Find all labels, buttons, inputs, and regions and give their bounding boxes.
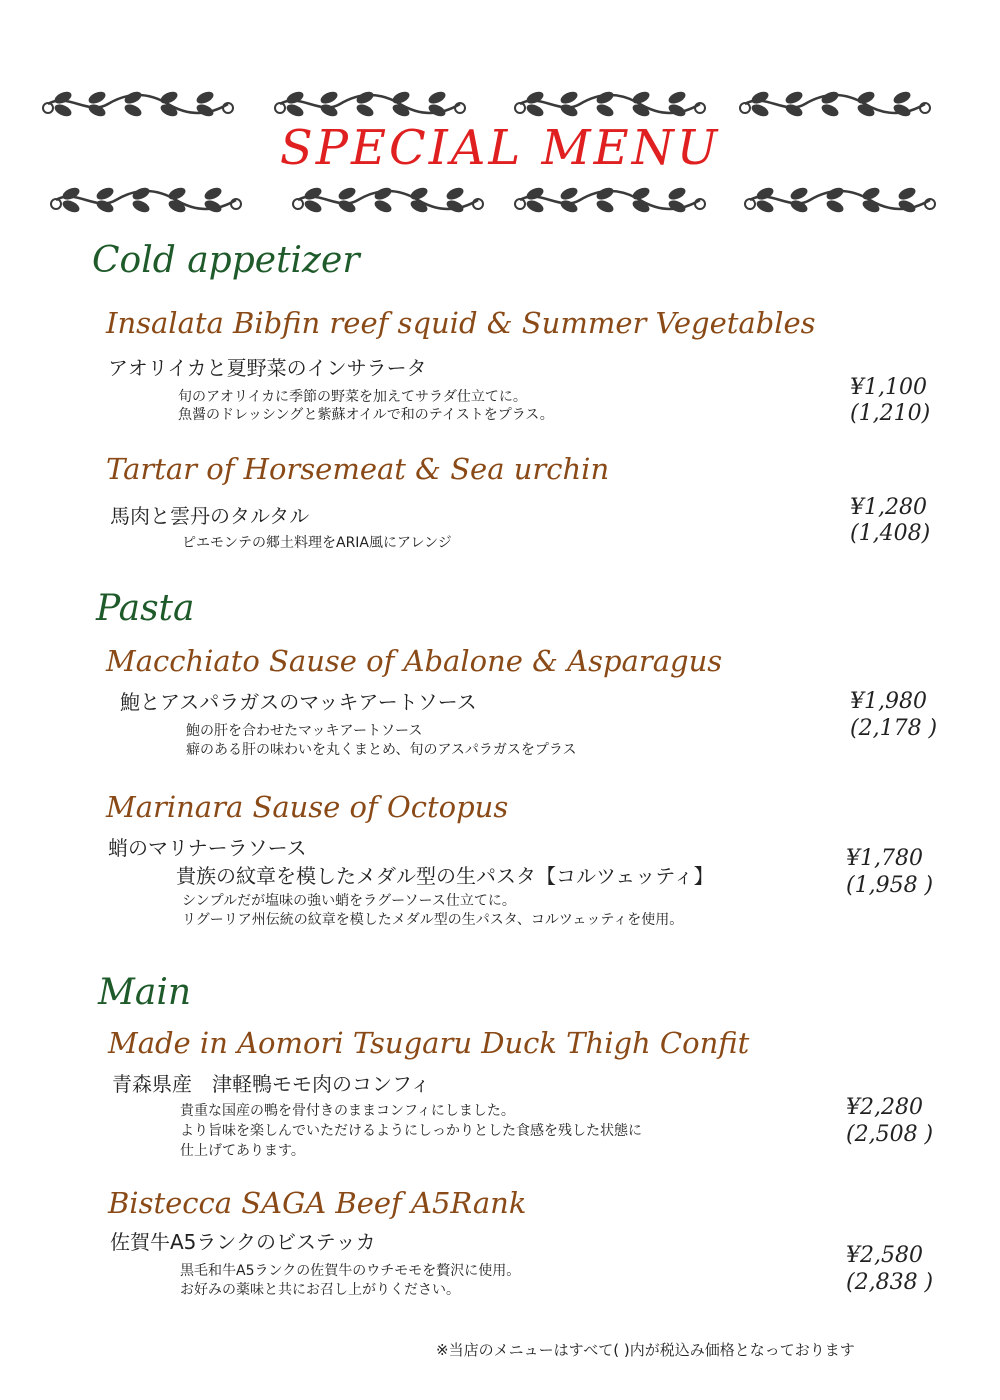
dish-name-jp: 青森県産 津軽鴨モモ肉のコンフィ bbox=[112, 1072, 431, 1096]
section-pasta: Pasta bbox=[96, 588, 195, 629]
dish-name-jp-sub: 貴族の紋章を模したメダル型の生パスタ【コルツェッティ】 bbox=[176, 864, 714, 888]
dish-price: ¥1,280 bbox=[850, 495, 927, 520]
menu-title: SPECIAL MENU bbox=[279, 120, 721, 176]
dish-price: ¥1,100 bbox=[850, 375, 927, 400]
dish-description: リグーリア州伝統の紋章を模したメダル型の生パスタ、コルツェッティを使用。 bbox=[182, 912, 684, 928]
dish-price: ¥2,280 bbox=[846, 1095, 923, 1120]
dish-description: シンプルだが塩味の強い蛸をラグーソース仕立てに。 bbox=[182, 893, 516, 909]
dish-price: ¥1,980 bbox=[850, 689, 927, 714]
dish-description: ピエモンテの郷土料理をARIA風にアレンジ bbox=[182, 535, 452, 551]
section-main: Main bbox=[98, 972, 192, 1013]
dish-description: 黒毛和牛A5ランクの佐賀牛のウチモモを贅沢に使用。 bbox=[180, 1263, 521, 1279]
dish-name-jp: 蛸のマリナーラソース bbox=[108, 836, 307, 860]
dish-description: より旨味を楽しんでいただけるようにしっかりとした食感を残した状態に bbox=[180, 1123, 642, 1139]
dish-name-en: Marinara Sause of Octopus bbox=[106, 790, 509, 824]
dish-name-jp: 佐賀牛A5ランクのビステッカ bbox=[110, 1230, 376, 1254]
dish-price-tax: (1,210) bbox=[850, 401, 931, 426]
dish-description: お好みの薬味と共にお召し上がりください。 bbox=[180, 1282, 460, 1298]
dish-name-en: Insalata Bibfin reef squid & Summer Vegetables bbox=[106, 306, 816, 340]
dish-price-tax: (2,508 ) bbox=[846, 1122, 934, 1147]
dish-name-jp: アオリイカと夏野菜のインサラータ bbox=[108, 356, 427, 380]
dish-description: 魚醤のドレッシングと紫蘇オイルで和のテイストをプラス。 bbox=[178, 407, 554, 423]
dish-name-en: Tartar of Horsemeat & Sea urchin bbox=[106, 452, 610, 486]
dish-price: ¥2,580 bbox=[846, 1243, 923, 1268]
dish-name-jp: 鮑とアスパラガスのマッキアートソース bbox=[120, 690, 477, 714]
dish-price-tax: (1,408) bbox=[850, 521, 931, 546]
dish-description: 仕上げてあります。 bbox=[180, 1143, 305, 1159]
dish-description: 貴重な国産の鴨を骨付きのままコンフィにしました。 bbox=[180, 1103, 515, 1119]
dish-price: ¥1,780 bbox=[846, 846, 923, 871]
dish-price-tax: (1,958 ) bbox=[846, 873, 934, 898]
dish-name-en: Bistecca SAGA Beef A5Rank bbox=[108, 1186, 527, 1220]
vine-ornament-icon bbox=[0, 0, 1000, 230]
dish-name-jp: 馬肉と雲丹のタルタル bbox=[110, 504, 310, 528]
dish-description: 癖のある肝の味わいを丸くまとめ、旬のアスパラガスをプラス bbox=[186, 742, 577, 758]
dish-price-tax: (2,838 ) bbox=[846, 1270, 934, 1295]
tax-footnote: ※当店のメニューはすべて( )内が税込み価格となっております bbox=[436, 1341, 855, 1359]
section-cold-appetizer: Cold appetizer bbox=[92, 240, 360, 281]
vine-top-left bbox=[43, 89, 233, 118]
dish-description: 旬のアオリイカに季節の野菜を加えてサラダ仕立てに。 bbox=[178, 389, 527, 405]
dish-price-tax: (2,178 ) bbox=[850, 716, 938, 741]
dish-name-en: Macchiato Sause of Abalone & Asparagus bbox=[106, 644, 723, 678]
dish-description: 鮑の肝を合わせたマッキアートソース bbox=[186, 723, 423, 739]
dish-name-en: Made in Aomori Tsugaru Duck Thigh Confit bbox=[108, 1026, 750, 1060]
